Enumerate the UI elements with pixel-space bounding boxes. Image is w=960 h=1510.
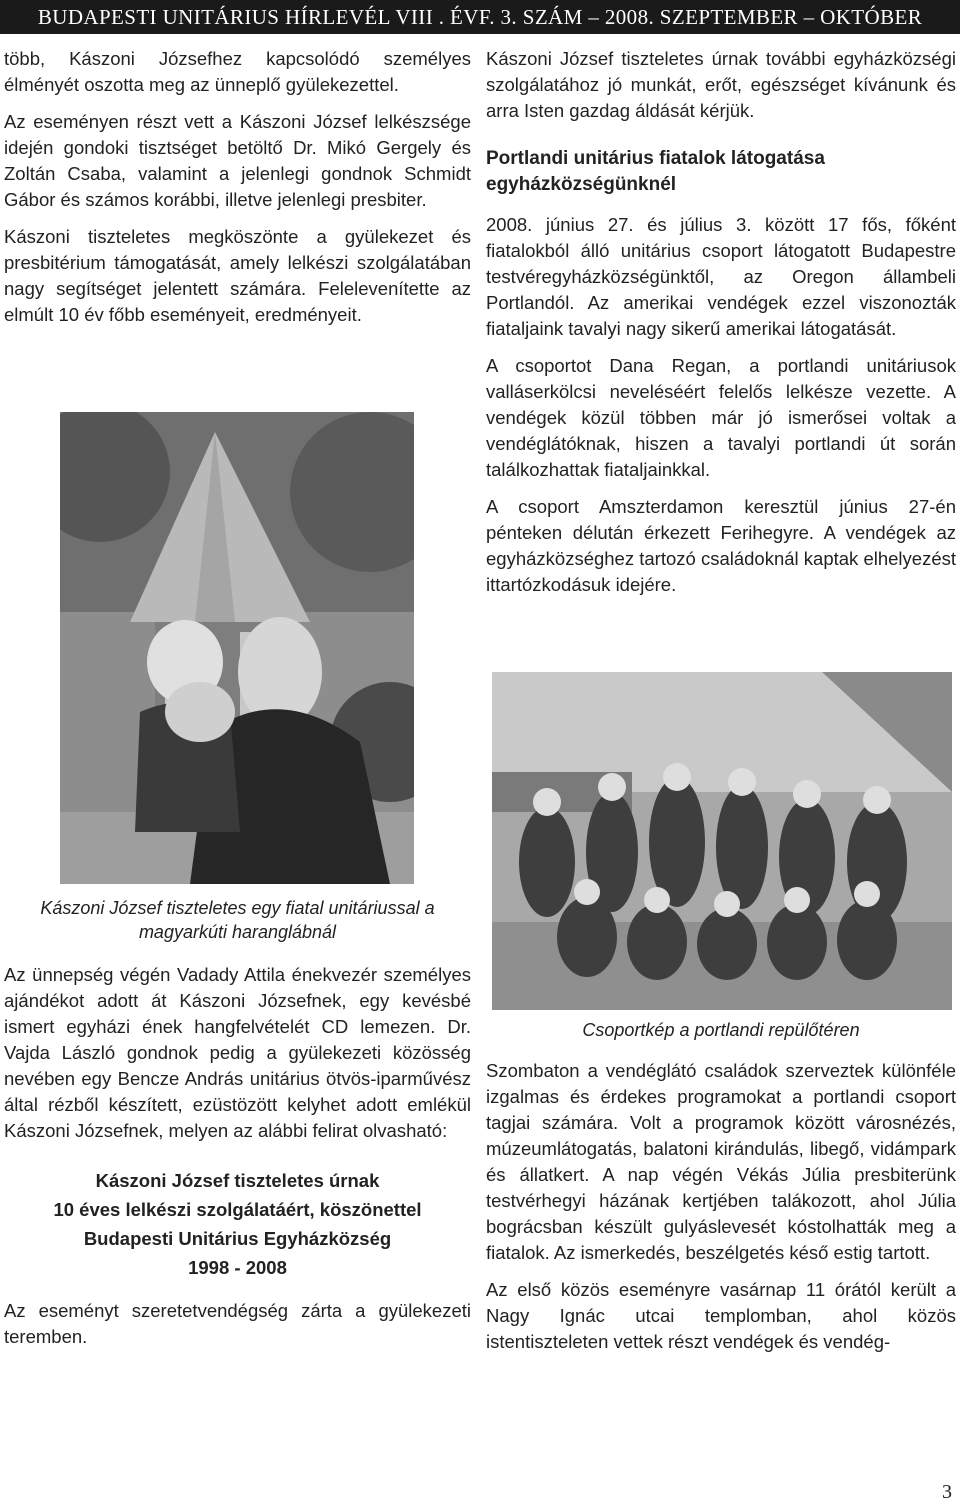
paragraph: Kászoni József tiszteletes úrnak további egyházközségi szolgálatához jó munkát, erőt, egészséget kívánunk és arra Isten gazdag áldását kérjük. bbox=[486, 48, 956, 121]
left-column-continued bbox=[4, 962, 471, 1361]
photo-group-airport bbox=[492, 672, 952, 1010]
paragraph: Kászoni tiszteletes megköszönte a gyülekezet és presbitérium támogatását, amely lelkészi szolgálatában nagy segítséget jelentett számára. Felelevenítette az elmúlt 10 év főbb eseményeit, eredményeit. bbox=[4, 226, 471, 325]
paragraph: A csoport Amszterdamon keresztül június 27-én pénteken délután érkezett Ferihegyre. A vendégek az egyházközséghez tartozó családoknál kaptak elhelyezést ittartózkodásuk idejére. bbox=[486, 496, 956, 595]
right-column bbox=[486, 46, 956, 609]
inscription-line: Kászoni József tiszteletes úrnak bbox=[95, 1170, 380, 1191]
photo-group-airport-image bbox=[492, 672, 952, 1010]
left-column bbox=[4, 46, 471, 339]
inscription-line: 1998 - 2008 bbox=[188, 1257, 287, 1278]
right-column-continued bbox=[486, 1058, 956, 1366]
paragraph: Az eseményen részt vett a Kászoni József lelkészsége idején gondoki tisztséget betöltő Dr. Mikó Gergely és Zoltán Csaba, valamint a jelenlegi gondnok Schmidt Gábor és számos korábbi, illetve jelenlegi presbiter. bbox=[4, 111, 471, 210]
paragraph: A csoportot Dana Regan, a portlandi unitáriusok valláserkölcsi neveléséért felelős lelkésze vezette. A vendégek közül többen már jó ismerősei voltak a vendéglátóknak, hiszen a tavalyi portlandi út során találkozhattak fiataljainkkal. bbox=[486, 355, 956, 480]
inscription bbox=[4, 1166, 471, 1282]
paragraph: Szombaton a vendéglátó családok szerveztek különféle izgalmas és érdekes programokat a portlandi csoport tagjai számára. Volt a programok között városnézés, múzeumlátogatás, balatoni kirándulás, libegő, vidámpark és állatkert. A nap végén Vékás Júlia presbiterünk testvérhegyi házának kertjében talákozott, ahol Júlia bográcsban készült gulyáslevesét kóstolhatták meg a fiatalok. Az ismerkedés, beszélgetés késő estig tartott. bbox=[486, 1060, 956, 1263]
paragraph: 2008. június 27. és július 3. között 17 fős, főként fiatalokból álló unitárius csoport látogatott Budapestre testvéregyházközségünktől, az Oregon állambeli Portlandól. Az amerikai vendégek ezzel viszonozták fiataljaink tavalyi nagy sikerű amerikai látogatását. bbox=[486, 214, 956, 339]
page-number: 3 bbox=[942, 1481, 952, 1503]
photo-caption: Kászoni József tiszteletes egy fiatal unitáriussal a magyarkúti haranglábnál bbox=[40, 898, 435, 942]
inscription-line: Budapesti Unitárius Egyházközség bbox=[83, 1228, 392, 1249]
paragraph: több, Kászoni Józsefhez kapcsolódó személyes élményét oszotta meg az ünneplő gyülekezettel. bbox=[4, 48, 471, 95]
header-title: BUDAPESTI UNITÁRIUS HÍRLEVÉL VIII . ÉVF. 3. SZÁM – 2008. SZEPTEMBER – OKTÓBER bbox=[37, 5, 923, 29]
photo-bell-tower bbox=[60, 412, 414, 884]
paragraph: Az eseményt szeretetvendégség zárta a gyülekezeti teremben. bbox=[4, 1300, 471, 1347]
section-heading: Portlandi unitárius fiatalok látogatása egyházközségünknél bbox=[486, 148, 825, 195]
inscription-line: 10 éves lelkészi szolgálatáért, köszönettel bbox=[53, 1199, 422, 1220]
page-header bbox=[0, 0, 960, 34]
photo-caption: Csoportkép a portlandi repülőtéren bbox=[582, 1020, 860, 1040]
photo-bell-tower-image bbox=[60, 412, 414, 884]
paragraph: Az ünnepség végén Vadady Attila énekvezér személyes ajándékot adott át Kászoni Józsefnek, egy kevésbé ismert egyházi ének hangfelvételét CD lemezen. Dr. Vajda László gondnok pedig a gyülekezeti közösség nevében egy Bencze András unitárius ötvös-iparművész által rézből készített, ezüstözött kelyhet adott emlékül Kászoni Józsefnek, melyen az alábbi felirat olvasható: bbox=[4, 964, 471, 1141]
paragraph: Az első közös eseményre vasárnap 11 órától került a Nagy Ignác utcai templomban, ahol közös istentiszteleten vettek részt vendégek és vendég- bbox=[486, 1279, 956, 1352]
